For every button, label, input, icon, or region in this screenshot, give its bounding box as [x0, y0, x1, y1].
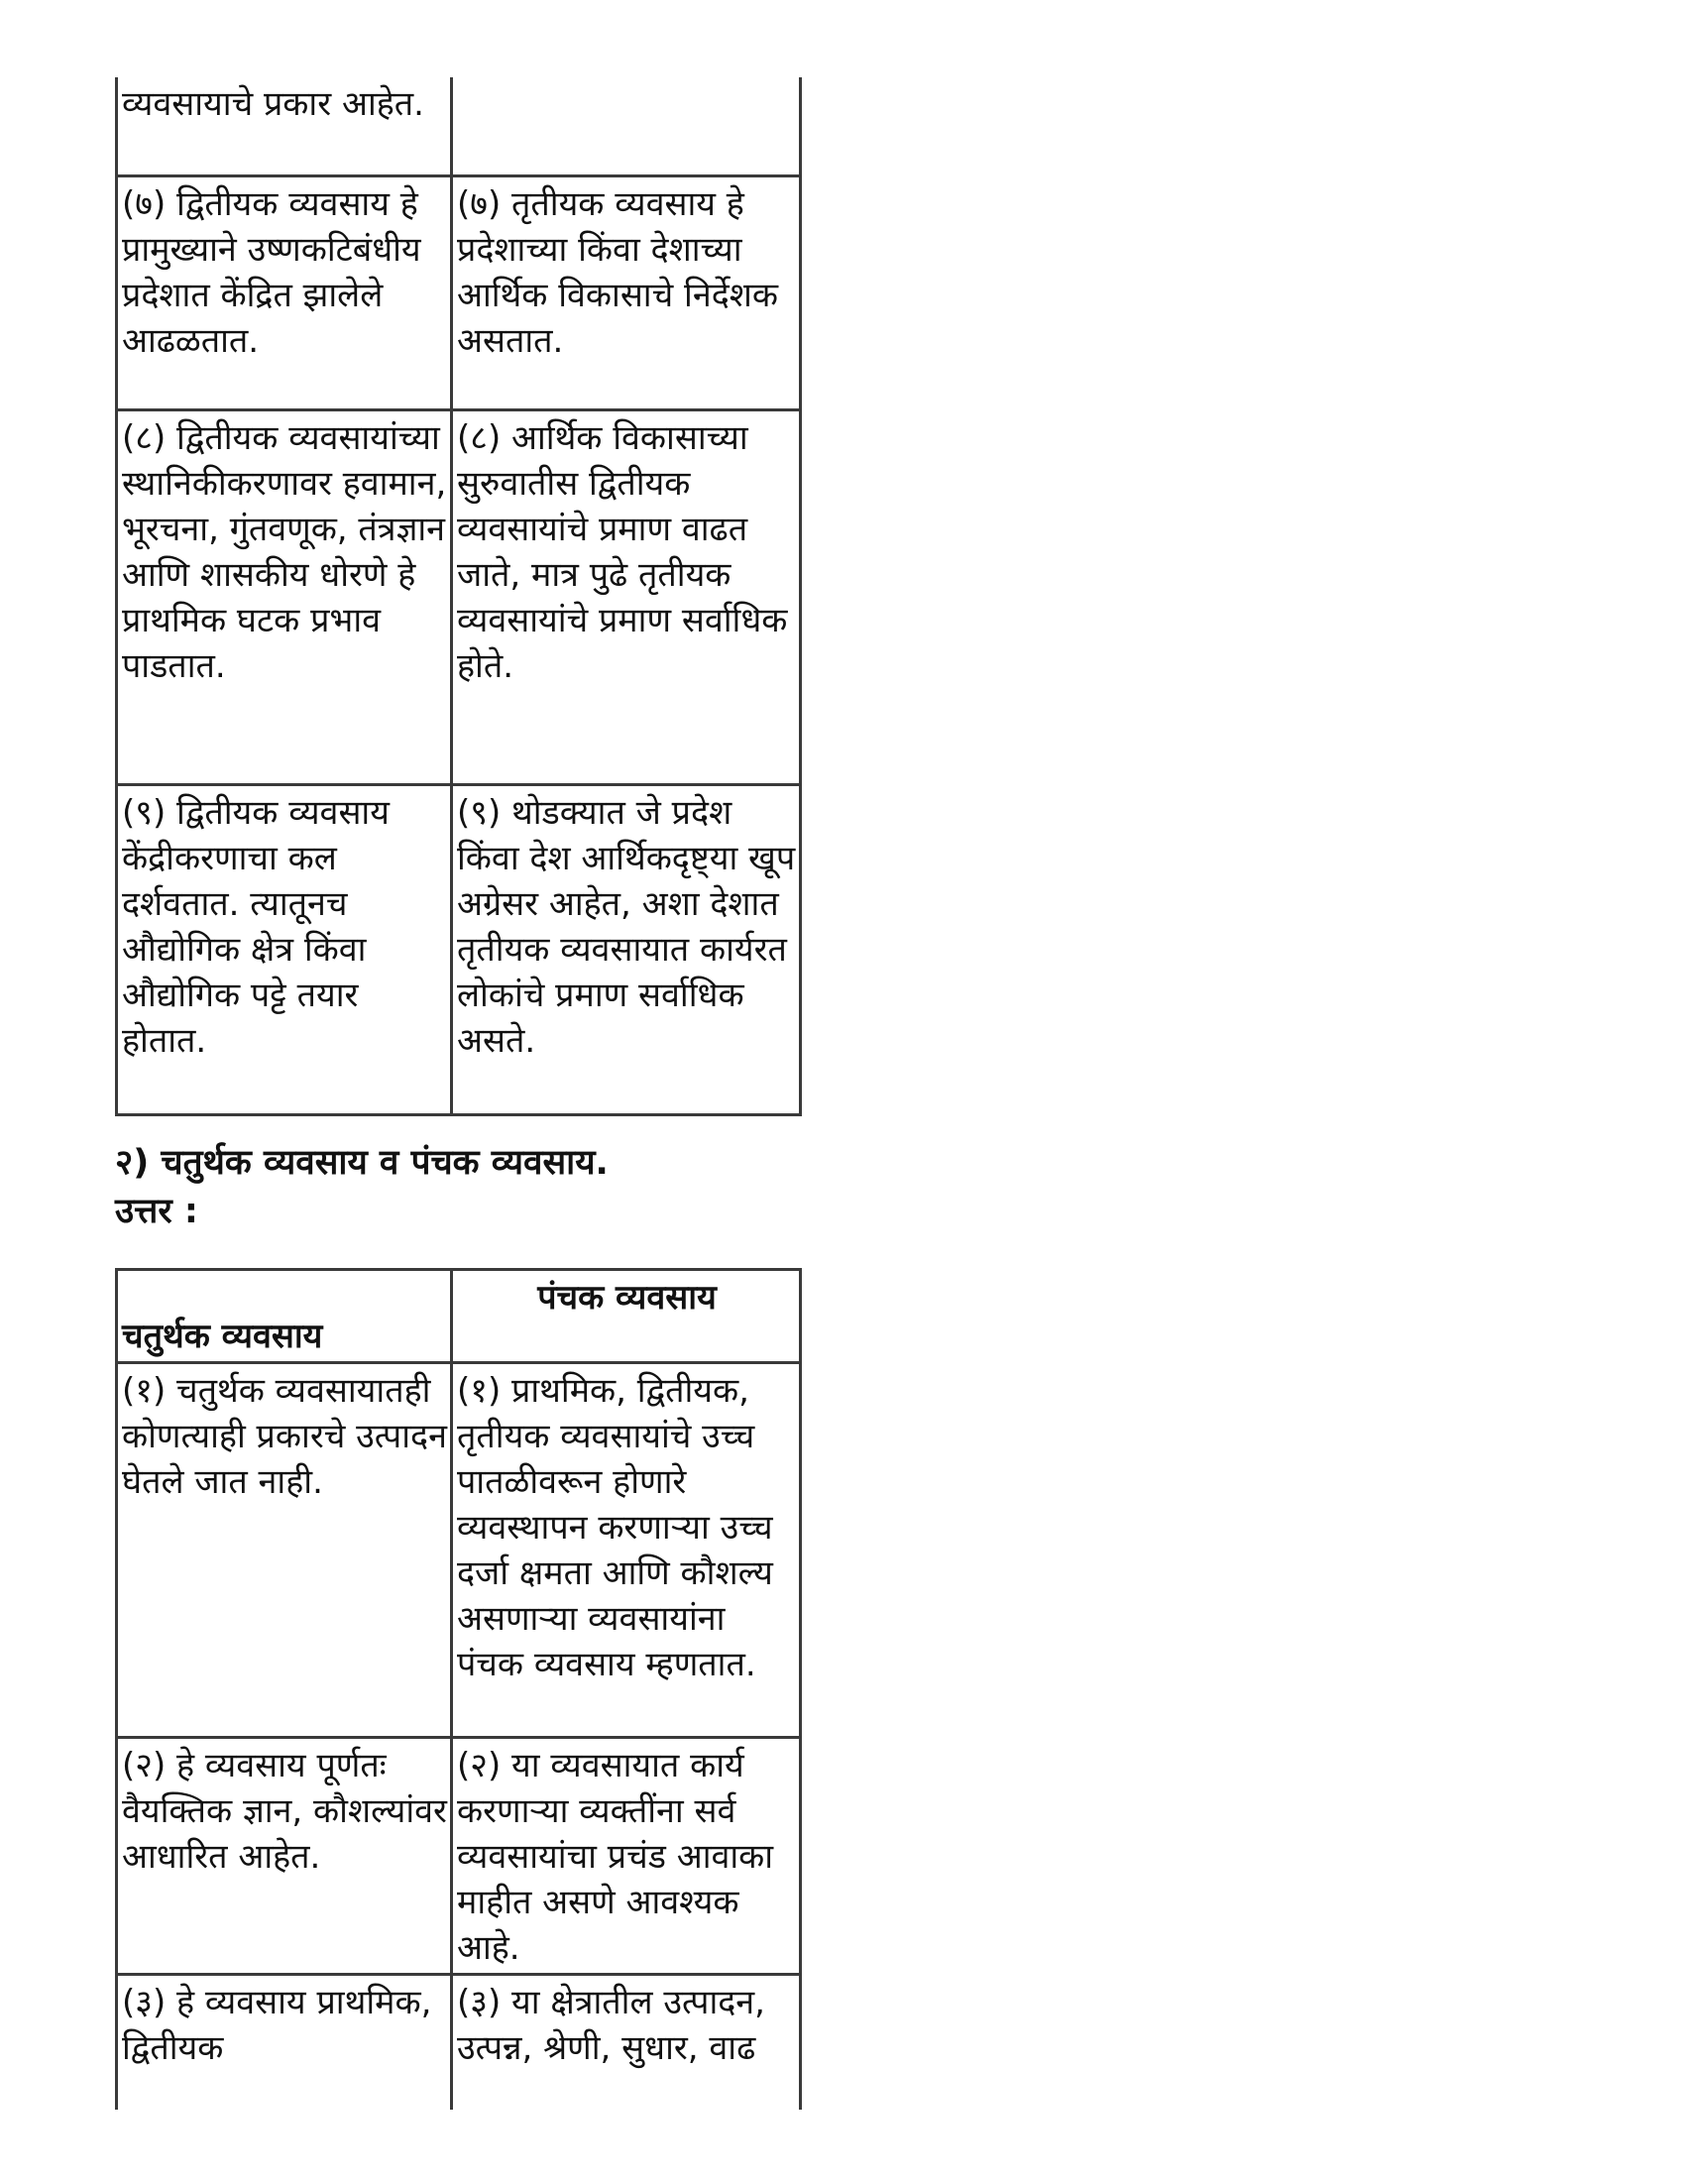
table-cell-right: (८) आर्थिक विकासाच्या सुरुवातीस द्वितीयक व्यवसायांचे प्रमाण वाढत जाते, मात्र पुढे तृतीयक व्यवसायांचे प्रमाण सर्वाधिक होते.	[452, 409, 801, 784]
comparison-table-quaternary-quinary	[115, 1268, 802, 2110]
table-cell-left: (३) हे व्यवसाय प्राथमिक, द्वितीयक	[117, 1975, 452, 2110]
table-header-right: पंचक व्यवसाय	[452, 1270, 801, 1363]
table-row	[117, 175, 801, 409]
table-cell-left: (१) चतुर्थक व्यवसायातही कोणत्याही प्रकारचे उत्पादन घेतले जात नाही.	[117, 1363, 452, 1738]
table-cell-left: (२) हे व्यवसाय पूर्णतः वैयक्तिक ज्ञान, कौशल्यांवर आधारित आहेत.	[117, 1738, 452, 1975]
table-row	[117, 1363, 801, 1738]
table-row	[117, 77, 801, 175]
table-cell-right: (३) या क्षेत्रातील उत्पादन, उत्पन्न, श्रेणी, सुधार, वाढ	[452, 1975, 801, 2110]
table-row	[117, 1975, 801, 2110]
table-cell-right: (२) या व्यवसायात कार्य करणाऱ्या व्यक्तींना सर्व व्यवसायांचा प्रचंड आवाका माहीत असणे आवश्यक आहे.	[452, 1738, 801, 1975]
answer-label: उत्तर :	[115, 1192, 198, 1231]
table-cell-right: (१) प्राथमिक, द्वितीयक, तृतीयक व्यवसायांचे उच्च पातळीवरून होणारे व्यवस्थापन करणाऱ्या उच्च दर्जा क्षमता आणि कौशल्य असणाऱ्या व्यवसायांना पंचक व्यवसाय म्हणतात.	[452, 1363, 801, 1738]
table-header-row	[117, 1270, 801, 1363]
table-row	[117, 409, 801, 784]
comparison-table-secondary-tertiary	[115, 77, 802, 1116]
question-title: २) चतुर्थक व्यवसाय व पंचक व्यवसाय.	[115, 1143, 609, 1183]
table-cell-right: (७) तृतीयक व्यवसाय हे प्रदेशाच्या किंवा देशाच्या आर्थिक विकासाचे निर्देशक असतात.	[452, 175, 801, 409]
table-cell-left: (९) द्वितीयक व्यवसाय केंद्रीकरणाचा कल दर्शवतात. त्यातूनच औद्योगिक क्षेत्र किंवा औद्योगिक पट्टे तयार होतात.	[117, 784, 452, 1114]
table-header-left: चतुर्थक व्यवसाय	[117, 1270, 452, 1363]
table-cell-right: (९) थोडक्यात जे प्रदेश किंवा देश आर्थिकदृष्ट्या खूप अग्रेसर आहेत, अशा देशात तृतीयक व्यवसायात कार्यरत लोकांचे प्रमाण सर्वाधिक असते.	[452, 784, 801, 1114]
table-row	[117, 1738, 801, 1975]
table-cell-left: व्यवसायाचे प्रकार आहेत.	[117, 77, 452, 175]
table-cell-right	[452, 77, 801, 175]
table-cell-left: (७) द्वितीयक व्यवसाय हे प्रामुख्याने उष्णकटिबंधीय प्रदेशात केंद्रित झालेले आढळतात.	[117, 175, 452, 409]
table-row	[117, 784, 801, 1114]
table-cell-left: (८) द्वितीयक व्यवसायांच्या स्थानिकीकरणावर हवामान, भूरचना, गुंतवणूक, तंत्रज्ञान आणि शासकीय धोरणे हे प्राथमिक घटक प्रभाव पाडतात.	[117, 409, 452, 784]
